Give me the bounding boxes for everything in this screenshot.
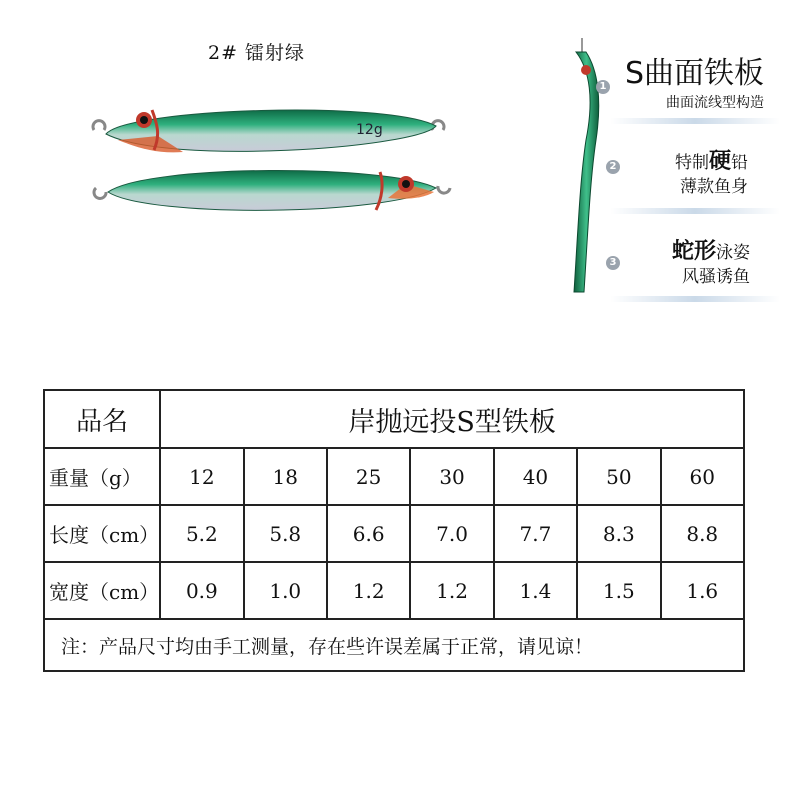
row-label-weight: 重量（g） [44, 448, 160, 505]
feature-2-line2: 薄款鱼身 [680, 177, 748, 197]
feature-2-emphasis: 硬 [708, 149, 731, 174]
feature-3-text: 泳姿 [716, 243, 750, 263]
table-cell: 8.3 [577, 505, 660, 562]
table-cell: 7.0 [410, 505, 493, 562]
row-label-length: 长度（cm） [44, 505, 160, 562]
table-cell: 50 [577, 448, 660, 505]
table-row-length [44, 505, 744, 562]
feature-1-title: S曲面铁板 [624, 56, 764, 91]
table-row-note [44, 619, 744, 671]
spec-table [43, 389, 745, 672]
lure-weight-text: 12g [356, 122, 383, 138]
lure-illustration [88, 96, 468, 236]
divider-1 [610, 118, 780, 124]
feature-2 [675, 150, 748, 199]
feature-3-emphasis: 蛇形 [671, 239, 716, 264]
variant-label: 2# 镭射绿 [208, 42, 306, 64]
table-cell: 1.2 [327, 562, 410, 619]
table-cell: 1.6 [661, 562, 744, 619]
table-cell: 7.7 [494, 505, 577, 562]
feature-2-text-b: 铅 [731, 153, 748, 173]
table-row-weight [44, 448, 744, 505]
table-cell: 1.2 [410, 562, 493, 619]
table-cell: 0.9 [160, 562, 243, 619]
divider-2 [610, 208, 780, 214]
table-cell: 6.6 [327, 505, 410, 562]
lure-bottom [94, 170, 450, 210]
divider-3 [610, 296, 780, 302]
table-cell: 1.5 [577, 562, 660, 619]
feature-3-number-badge: 3 [606, 256, 620, 270]
feature-3-line2: 风骚诱鱼 [682, 267, 750, 287]
table-cell: 1.4 [494, 562, 577, 619]
feature-2-text-a: 特制 [674, 153, 709, 173]
feature-2-number-badge: 2 [606, 160, 620, 174]
feature-3 [672, 240, 750, 289]
row-label-width: 宽度（cm） [44, 562, 160, 619]
table-cell: 18 [244, 448, 327, 505]
table-cell: 5.8 [244, 505, 327, 562]
note-cell: 注：产品尺寸均由手工测量，存在些许误差属于正常，请见谅！ [44, 619, 744, 671]
table-cell: 40 [494, 448, 577, 505]
table-cell: 30 [410, 448, 493, 505]
feature-1 [625, 58, 764, 112]
table-cell: 5.2 [160, 505, 243, 562]
table-cell: 12 [160, 448, 243, 505]
feature-1-number-badge: 1 [596, 80, 610, 94]
feature-1-subtitle: 曲面流线型构造 [666, 95, 764, 111]
table-cell: 60 [661, 448, 744, 505]
product-label-cell: 品名 [44, 390, 160, 448]
table-row-product [44, 390, 744, 448]
table-cell: 1.0 [244, 562, 327, 619]
table-cell: 25 [327, 448, 410, 505]
table-row-width [44, 562, 744, 619]
product-name-cell: 岸抛远投S型铁板 [160, 390, 744, 448]
lure-top [93, 110, 444, 152]
table-cell: 8.8 [661, 505, 744, 562]
